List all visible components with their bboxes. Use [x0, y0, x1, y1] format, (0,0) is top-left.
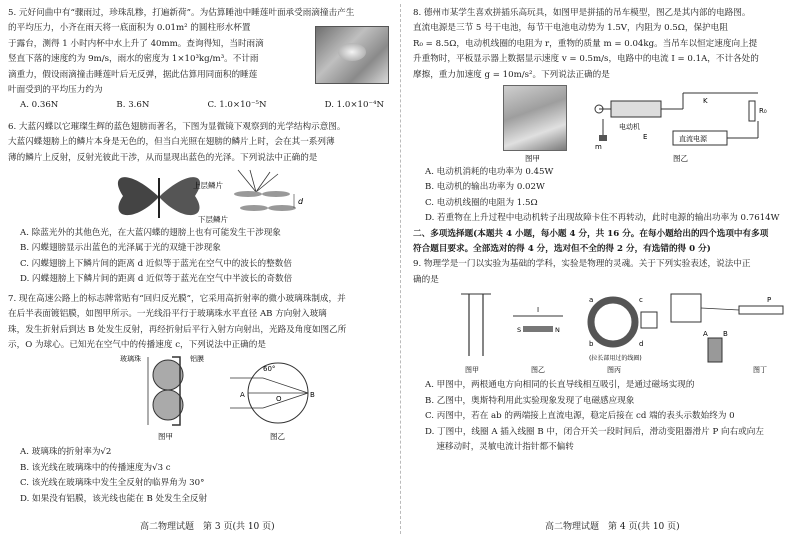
q7-option-d: D. 如果没有铝膜，该光线也能在 B 处发生全反射: [20, 493, 208, 504]
glass-bead-diagram: [8, 353, 388, 445]
butterfly-diagram: [8, 166, 388, 226]
page-divider: [400, 4, 401, 534]
q8-option-a: A. 电动机消耗的电功率为 0.45W: [425, 167, 554, 178]
terminal-a-label: a: [589, 296, 594, 305]
terminal-b-label: b: [589, 340, 594, 349]
q8-line: 8. 德州市某学生喜欢拼插乐高玩具，如图甲是拼插的吊车模型，图乙是其内部的电路图。: [413, 8, 751, 18]
crane-figure: [413, 83, 793, 165]
supply-label: 直流电源: [679, 135, 707, 144]
q8-option-b: B. 电动机的输出功率为 0.02W: [425, 182, 545, 193]
q7-line: 珠，发生折射后到达 B 处发生反射，再经折射后平行入射方向射出，光路及角度如图乙所: [8, 324, 347, 335]
q7-option-b: B. 该光线在玻璃珠中的传播速度为√3 c: [20, 462, 171, 473]
q9-option-d: D. 丁图中，线圈 A 插入线圈 B 中，闭合开关一段时间后，滑动变阻器滑片 P 向右或向左: [425, 426, 764, 437]
point-b-label: B: [310, 391, 315, 400]
terminal-c-label: c: [639, 296, 643, 305]
q5-line: 的平均压力，小齐在雨天将一底面积为 0.01m² 的圆柱形水杯置: [8, 23, 251, 34]
upper-scale-label: 上层鳞片: [193, 181, 223, 191]
question-7: [8, 292, 388, 507]
left-page: [8, 6, 388, 507]
fig-jia-label: 图甲: [158, 432, 173, 442]
q8-line: 摩擦，重力加速度 g = 10m/s²。下列说法正确的是: [413, 69, 610, 80]
q7-option-a: A. 玻璃珠的折射率为√2: [20, 447, 112, 458]
pole-n-label: N: [555, 326, 560, 335]
q9-line: 确的是: [413, 274, 439, 285]
pole-s-label: S: [517, 326, 522, 335]
glass-bead-label: 玻璃珠: [120, 355, 141, 364]
q8-line: 直流电源是三节 5 号干电池，每节干电池电动势为 1.5V，内阻为 0.5Ω，保护电阻: [413, 23, 728, 34]
fig-yi-label: 图乙: [270, 432, 285, 442]
fig-yi-label: 图乙: [531, 366, 545, 375]
q9-option-a: A. 甲图中，两根通电方向相同的长直导线相互吸引，是通过磁场实现的: [425, 380, 695, 391]
fig-jia-label: 图甲: [525, 154, 540, 164]
butterfly-icon: [118, 177, 200, 218]
lower-scale-label: 下层鳞片: [198, 215, 228, 225]
section-2-line: 二、多项选择题(本题共 4 小题，每小题 4 分，共 16 分。在每小题给出的四个选项中有多项: [413, 228, 769, 239]
q9-option-b: B. 乙图中，奥斯特利用此实验现象发现了电磁感应现象: [425, 395, 635, 406]
q5-line: 竖直下落的速度约为 9m/s，雨水的密度为 1×10³kg/m³。不计雨: [8, 54, 259, 65]
q6-option-b: B. 闪蝶翅膀显示出蓝色的光泽属于光的双缝干涉现象: [20, 243, 221, 254]
slider-p-label: P: [767, 296, 772, 305]
left-footer: 高二物理试题 第 3 页(共 10 页): [140, 522, 275, 532]
d-label: d: [298, 197, 304, 207]
motor-label: 电动机: [619, 123, 640, 132]
q8-line: R₀ = 8.5Ω，电动机线圈的电阻为 r，重物的质量 m = 0.04kg。当吊车以恒定速度向上提: [413, 38, 758, 49]
circuit-diagram: [413, 83, 793, 165]
q5-line: 于露台，测得 1 小时内杯中水上升了 40mm。查询得知，当时雨滴: [8, 38, 264, 49]
q6-line: 薄的鳞片上反射，反射光彼此干涉，从而显现出蓝色的光泽。下列说法中正确的是: [8, 152, 318, 163]
coil-note-label: (拉长部用过的线圈): [589, 355, 642, 363]
q6-option-a: A. 除蓝光外的其他色光，在大蓝闪蝶的翅膀上也有可能发生干涉现象: [20, 228, 281, 239]
q5-options: [8, 98, 388, 113]
fig-yi-label: 图乙: [673, 154, 688, 164]
water-lily-photo: [315, 26, 389, 84]
q9-option-c: C. 丙图中，若在 ab 的两端接上直流电源，稳定后接在 cd 端的表头示数始终为 0: [425, 411, 735, 422]
coil-a-label: A: [703, 330, 708, 339]
right-footer: 高二物理试题 第 4 页(共 10 页): [545, 522, 680, 532]
coil-b-label: B: [723, 330, 728, 339]
section-2-header: [413, 227, 793, 258]
current-i-label: I: [537, 306, 540, 315]
q9-line: 9. 物理学是一门以实验为基础的学科，实验是物理的灵魂。关于下列实验表述，说法中正: [413, 259, 751, 270]
q6-option-d: D. 闪蝶翅膀上下鳞片间的距离 d 近似等于蓝光在空气中半波长的奇数倍: [20, 274, 293, 285]
question-8: [413, 6, 793, 227]
q5-line: 5. 元好问曲中有“骤雨过，珍珠乱糁，打遍新荷”。为估算睡池中睡莲叶面承受雨滴撞击产生: [8, 8, 355, 18]
q8-option-d: D. 若重物在上升过程中电动机转子出现故障卡住不再转动，此时电源的输出功率为 0.7614W: [425, 213, 780, 224]
point-a-label: A: [240, 391, 245, 400]
q5-option-c: C. 1.0×10⁻⁵N: [207, 100, 267, 111]
glass-bead-figure: [8, 353, 388, 445]
r0-label: R₀: [759, 107, 767, 116]
fig-jia-label: 图甲: [465, 366, 479, 375]
point-o-label: O: [276, 395, 282, 404]
experiment-figures: [413, 288, 793, 378]
mass-label: m: [595, 143, 602, 152]
fig-ding-label: 图丁: [753, 366, 767, 375]
q6-option-c: C. 闪蝶翅膀上下鳞片间的距离 d 近似等于蓝光在空气中的波长的整数倍: [20, 258, 292, 269]
question-9: [413, 257, 793, 455]
q8-line: 升重物时，平板显示器上数据显示速度 v = 0.5m/s，电路中的电流 I = 0.1A，不计各处的: [413, 54, 759, 65]
question-6: [8, 120, 388, 288]
q5-line: 叶面受到的平均压力约为: [8, 85, 103, 96]
q5-line: 滴重力，假设雨滴撞击睡莲叶后无反弹，据此估算用同面积的睡莲: [8, 69, 258, 80]
switch-k-label: K: [703, 97, 708, 106]
q5-option-a: A. 0.36N: [20, 100, 59, 111]
emf-label: E: [643, 133, 648, 142]
section-2-line: 符合题目要求。全部选对的得 4 分，选对但不全的得 2 分，有选错的得 0 分): [413, 244, 711, 255]
aluminum-film-label: 铝膜: [190, 355, 204, 364]
q5-option-d: D. 1.0×10⁻⁴N: [324, 100, 384, 111]
terminal-d-label: d: [639, 340, 644, 349]
right-page: [413, 6, 793, 455]
fig-bing-label: 图丙: [607, 366, 621, 375]
q7-line: 示，O 为球心。已知光在空气中的传播速度 c，下列说法中正确的是: [8, 339, 266, 350]
angle-label: 60°: [263, 365, 276, 374]
q7-line: 7. 现在高速公路上的标志牌常贴有“回归反光膜”，它采用高折射率的微小玻璃珠制成，并: [8, 293, 346, 304]
q6-line: 大蓝闪蝶翅膀上的鳞片本身是无色的，但当白光照在翅膀的鳞片上时，会在其一系列薄: [8, 137, 335, 148]
question-5: [8, 6, 388, 114]
q7-option-c: C. 该光线在玻璃珠中发生全反射的临界角为 30°: [20, 478, 205, 489]
experiments-diagram: [413, 288, 793, 378]
butterfly-figure: [8, 166, 388, 226]
q5-option-b: B. 3.6N: [116, 100, 150, 111]
q9-option-d-cont: 速移动时，灵敏电流计指针都不偏转: [425, 441, 574, 452]
q6-line: 6. 大蓝闪蝶以它璀璨生辉的蓝色翅膀而著名，下图为显微镜下观察到的光学结构示意图。: [8, 121, 346, 132]
q7-line: 在后半表面镀铝膜，如图甲所示。一光线沿平行于玻璃珠水平直径 AB 方向射入玻璃: [8, 309, 327, 320]
q8-option-c: C. 电动机线圈的电阻为 1.5Ω: [425, 197, 538, 208]
